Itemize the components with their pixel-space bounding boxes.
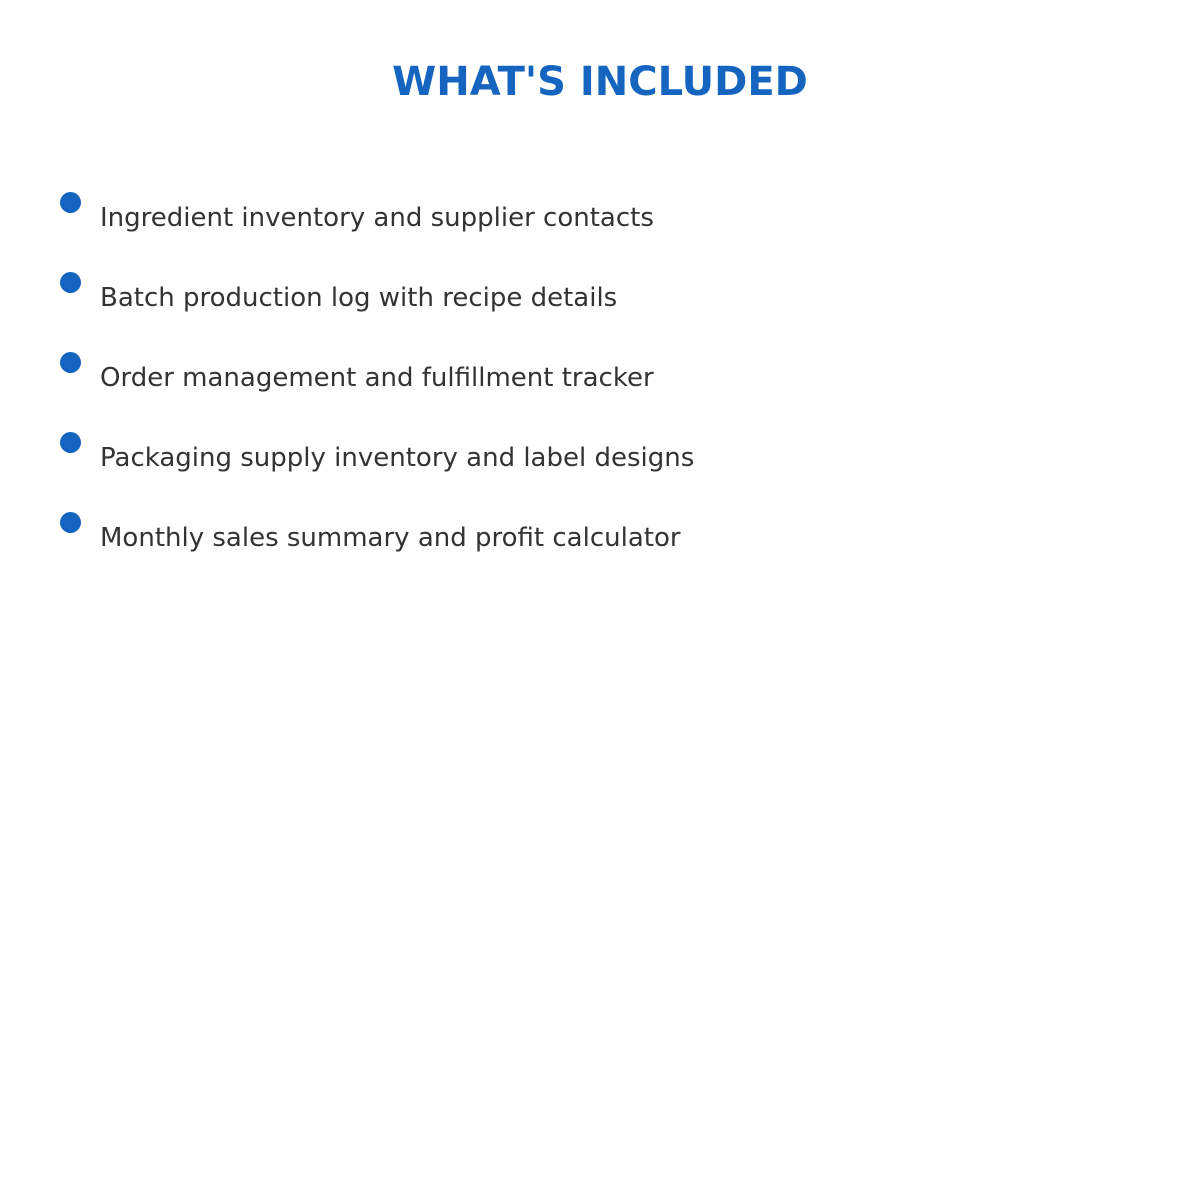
- list-item-label: Order management and fulfillment tracker: [100, 363, 654, 393]
- bullet-icon: [60, 352, 81, 373]
- bullet-icon: [60, 272, 81, 293]
- list-item-label: Monthly sales summary and profit calculator: [100, 523, 681, 553]
- list-item-label: Packaging supply inventory and label designs: [100, 443, 695, 473]
- bullet-icon: [60, 432, 81, 453]
- list-item-label: Batch production log with recipe details: [100, 283, 618, 313]
- list-item-label: Ingredient inventory and supplier contacts: [100, 203, 654, 233]
- bullet-icon: [60, 512, 81, 533]
- bullet-icon: [60, 192, 81, 213]
- page-title: WHAT'S INCLUDED: [392, 59, 808, 105]
